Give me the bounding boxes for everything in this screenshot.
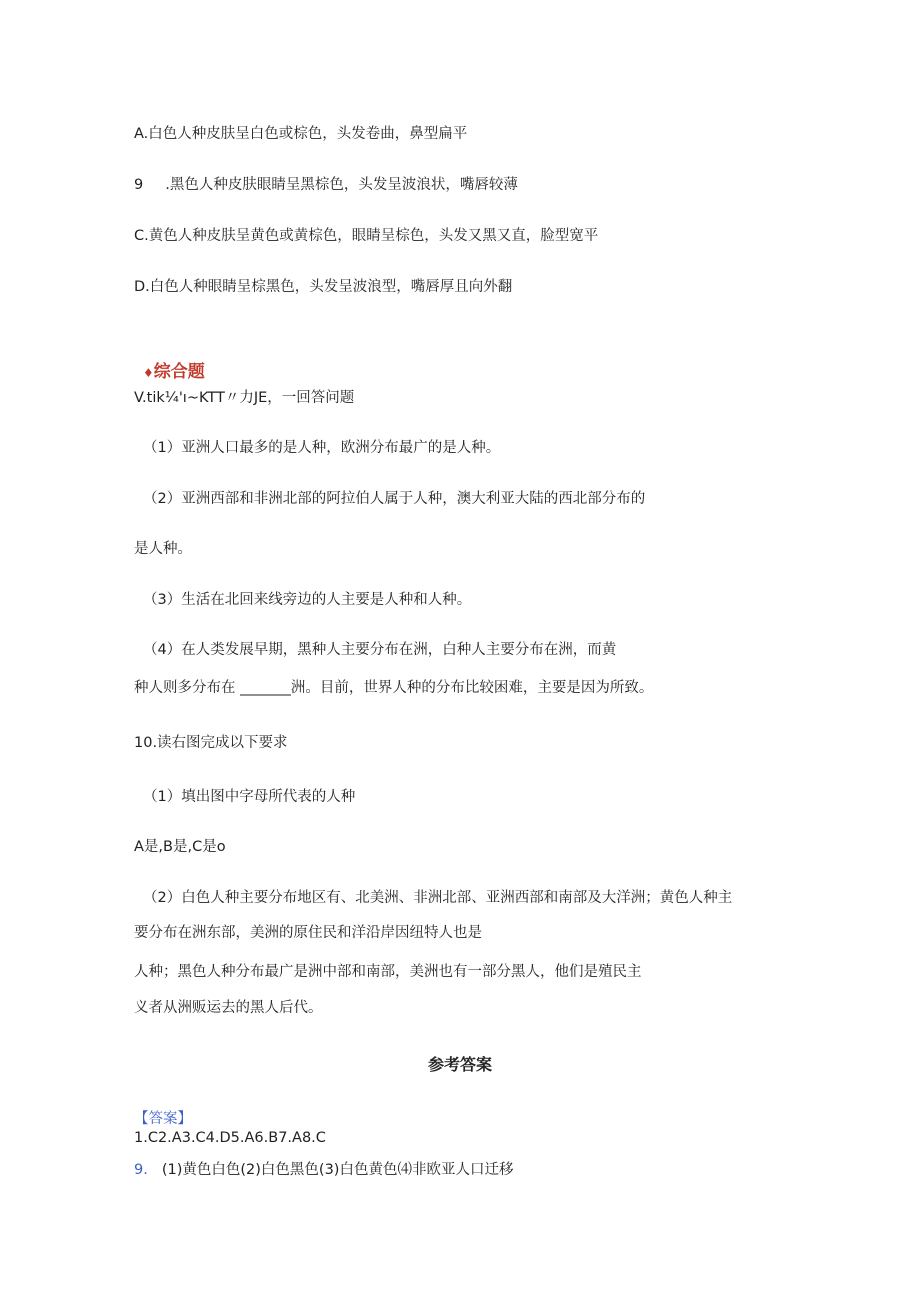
question-10-part-1-answer-line: A是,B是,C是o [134,839,226,855]
question-10-header: 10.读右图完成以下要求 [134,735,288,751]
question-9-part-1: （1）亚洲人口最多的是人种，欧洲分布最广的是人种。 [143,440,501,456]
question-9-part-2-line-1: （2）亚洲西部和非洲北部的阿拉伯人属于人种，澳大利亚大陆的西北部分布的 [143,491,646,507]
answers-line-2 [134,1160,513,1180]
question-10-part-2-line-2: 要分布在洲东部，美洲的原住民和洋沿岸因纽特人也是 [134,925,482,941]
question-9-part-2-line-2: 是人种。 [134,541,192,557]
option-d: D.白色人种眼睛呈棕黑色，头发呈波浪型，嘴唇厚且向外翻 [134,279,513,295]
question-9-part-4-line-2: 种人则多分布在 _______洲。目前，世界人种的分布比较困难，主要是因为所致。 [134,680,654,696]
diamond-icon: ♦ [143,366,154,380]
answers-line-2-text: (1)黄色白色(2)白色黑色(3)白色黄色⑷非欧亚人口迁移 [161,1162,514,1178]
option-b-number: 9 [134,177,144,193]
option-b [134,175,518,195]
question-10-part-2-line-4: 义者从洲贩运去的黑人后代。 [134,1000,323,1016]
answers-line-1: 1.C2.A3.C4.D5.A6.B7.A8.C [134,1130,326,1146]
answers-tag: 【答案】 [134,1111,192,1127]
question-10-part-2-line-3: 人种；黑色人种分布最广是洲中部和南部，美洲也有一部分黑人，他们是殖民主 [134,964,642,980]
option-a: A.白色人种皮肤呈白色或棕色，头发卷曲，鼻型扁平 [134,126,468,142]
section-title-text: 综合题 [153,362,205,382]
question-9-part-3: （3）生活在北回来线旁边的人主要是人种和人种。 [143,592,472,608]
option-c: C.黄色人种皮肤呈黄色或黄棕色，眼睛呈棕色，头发又黑又直，脸型宽平 [134,228,599,244]
section-title [143,362,205,383]
question-10-part-2-line-1: （2）白色人种主要分布地区有、北美洲、非洲北部、亚洲西部和南部及大洋洲；黄色人种主 [143,890,733,906]
question-9-header: V.tik¼'ı~KTT〃力JE，一回答问题 [134,390,355,406]
question-9-part-4-line-1: （4）在人类发展早期，黑种人主要分布在洲，白种人主要分布在洲，而黄 [143,642,617,658]
question-10-part-1: （1）填出图中字母所代表的人种 [143,789,356,805]
answers-line-2-number: 9. [134,1162,148,1178]
option-b-text: .黑色人种皮肤眼睛呈黑棕色，头发呈波浪状，嘴唇较薄 [165,177,518,193]
answers-title: 参考答案 [427,1055,492,1074]
